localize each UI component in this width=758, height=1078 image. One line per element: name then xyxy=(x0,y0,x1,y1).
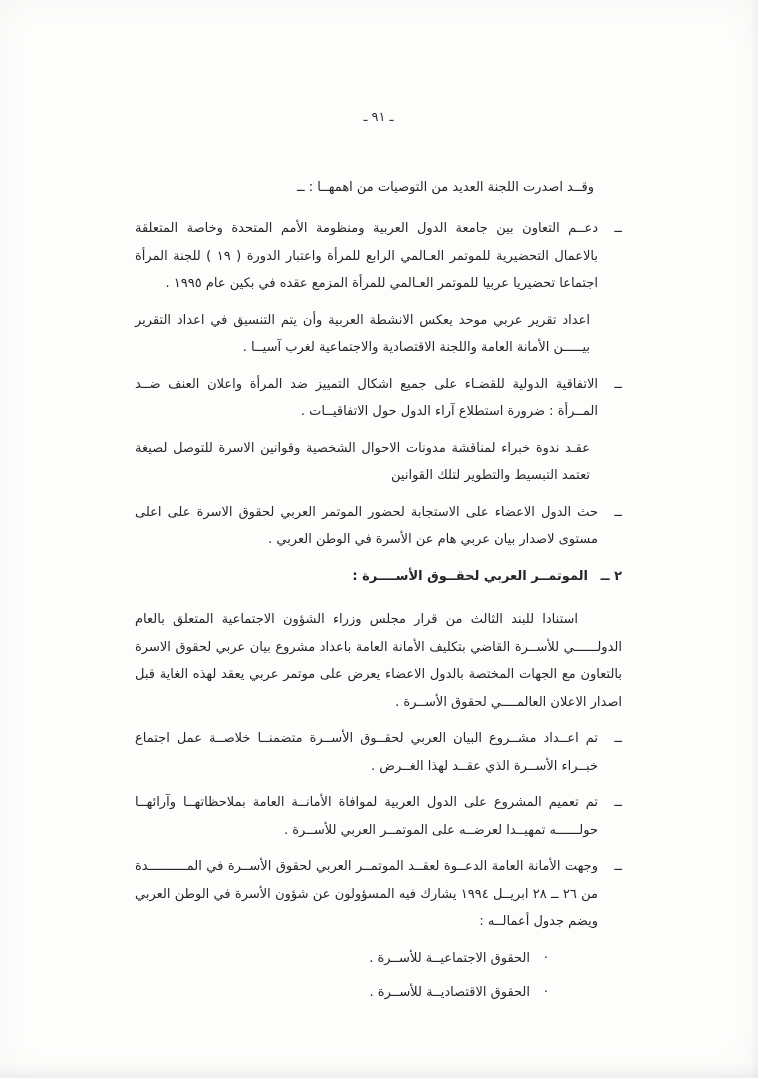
paragraph-text: تم تعميم المشروع على الدول العربية لموافاة الأمانــة العامة بملاحظاتهــا وآرائهــا حولــــــه تمهيــدا لعرضــه على الموتمــر العربي للأســرة . xyxy=(135,795,598,838)
intro-line: وقــد اصدرت اللجنة العديد من التوصيات من اهمهــا : ــ xyxy=(296,179,594,195)
sub-paragraph: اعداد تقرير عربي موحد يعكس الانشطة العربية وأن يتم التنسيق في اعداد التقرير بيـــــن الأمانة العامة واللجنة الاقتصادية والاجتماعية لغرب آسيــا . xyxy=(135,312,590,355)
dash-marker: ــ xyxy=(614,795,622,810)
body-paragraph: استنادا للبند الثالث من قرار مجلس وزراء الشؤون الاجتماعية المتعلق بالعام الدولــــــي للأســرة القاضي بتكليف الأمانة العامة باعداد مشروع بيان عربي لحقوق الاسرة بالتعاون مع الجهات المختصة بالدول الاعضاء يعرض على موتمر عربي يعقد لهذه الغاية قبل اصدار الاعلان العالمــــي لحقوق الأســرة . xyxy=(135,612,622,710)
dot-list-item xyxy=(135,979,548,1007)
paragraph-text: وجهت الأمانة العامة الدعــوة لعقــد الموتمــر العربي لحقوق الأســرة في المــــــــــدة من ٢٦ ــ ٢٨ ابريــل ١٩٩٤ يشارك فيه المسؤولون عن شؤون الأسرة في الوطن العربي ويضم جدول أعمالــه : xyxy=(135,859,598,929)
paragraph-text: الحقوق الاجتماعيــة للأســرة . xyxy=(369,950,530,966)
dash-marker: ــ xyxy=(614,221,622,236)
dash-marker: ــ xyxy=(614,859,622,874)
list-item xyxy=(135,853,622,936)
scan-artifact-bottom-edge xyxy=(0,1064,758,1078)
dash-marker: ــ xyxy=(614,504,622,520)
page-number: ـ ٩١ ـ xyxy=(363,110,394,125)
list-item xyxy=(135,371,622,426)
dash-marker: ــ xyxy=(614,731,622,746)
paragraph-text: حث الدول الاعضاء على الاستجابة لحضور الموتمر العربي لحقوق الاسرة على اعلى مستوى لاصدار بيان عربي هام عن الأسرة في الوطن العربي . xyxy=(135,504,598,547)
list-item xyxy=(135,725,622,780)
scan-artifact-right-edge xyxy=(750,0,758,1078)
dot-marker: · xyxy=(543,985,548,1000)
paragraph-text: الاتفاقية الدولية للقضـاء على جميع اشكال التمييز ضد المرأة واعلان العنف ضــد المــرأة : ضرورة استطلاع آراء الدول حول الاتفاقيــات . xyxy=(135,376,598,419)
section-heading xyxy=(135,563,622,591)
paragraph-text: تم اعــداد مشــروع البيان العربي لحقــوق الأســرة متضمنــا خلاصــة عمل اجتماع خبــراء الأســرة الذي عقــد لهذا الغــرض . xyxy=(135,731,598,774)
list-item xyxy=(135,499,622,554)
sub-paragraph: عقـد ندوة خبراء لمناقشة مدونات الاحوال الشخصية وقوانين الاسرة للتوصل لصيغة تعتمد التبسيط والتطوير لتلك القوانين xyxy=(135,440,590,483)
paragraph-text: الحقوق الاقتصاديــة للأســرة . xyxy=(369,985,530,1000)
paragraph-text: دعــم التعاون بين جامعة الدول العربية ومنظومة الأمم المتحدة وخاصة المتعلقة بالاعمال التحضيرية للموتمر العـالمي الرابع للمرأة واعتبار الدورة ( ١٩ ) للجنة المرأة اجتماعا تحضيريا عربيا للموتمر العـالمي للمرأة المزمع عقده في بكين عام ١٩٩٥ . xyxy=(135,221,598,291)
list-item xyxy=(135,789,622,844)
dot-list-item xyxy=(135,945,548,973)
dash-marker: ــ xyxy=(614,376,622,392)
section-number: ٢ ــ xyxy=(600,568,622,584)
section-title: الموتمــر العربي لحقــوق الأســــرة : xyxy=(352,568,588,584)
document-content xyxy=(135,104,622,1014)
dot-marker: · xyxy=(543,950,548,966)
list-item xyxy=(135,215,622,298)
